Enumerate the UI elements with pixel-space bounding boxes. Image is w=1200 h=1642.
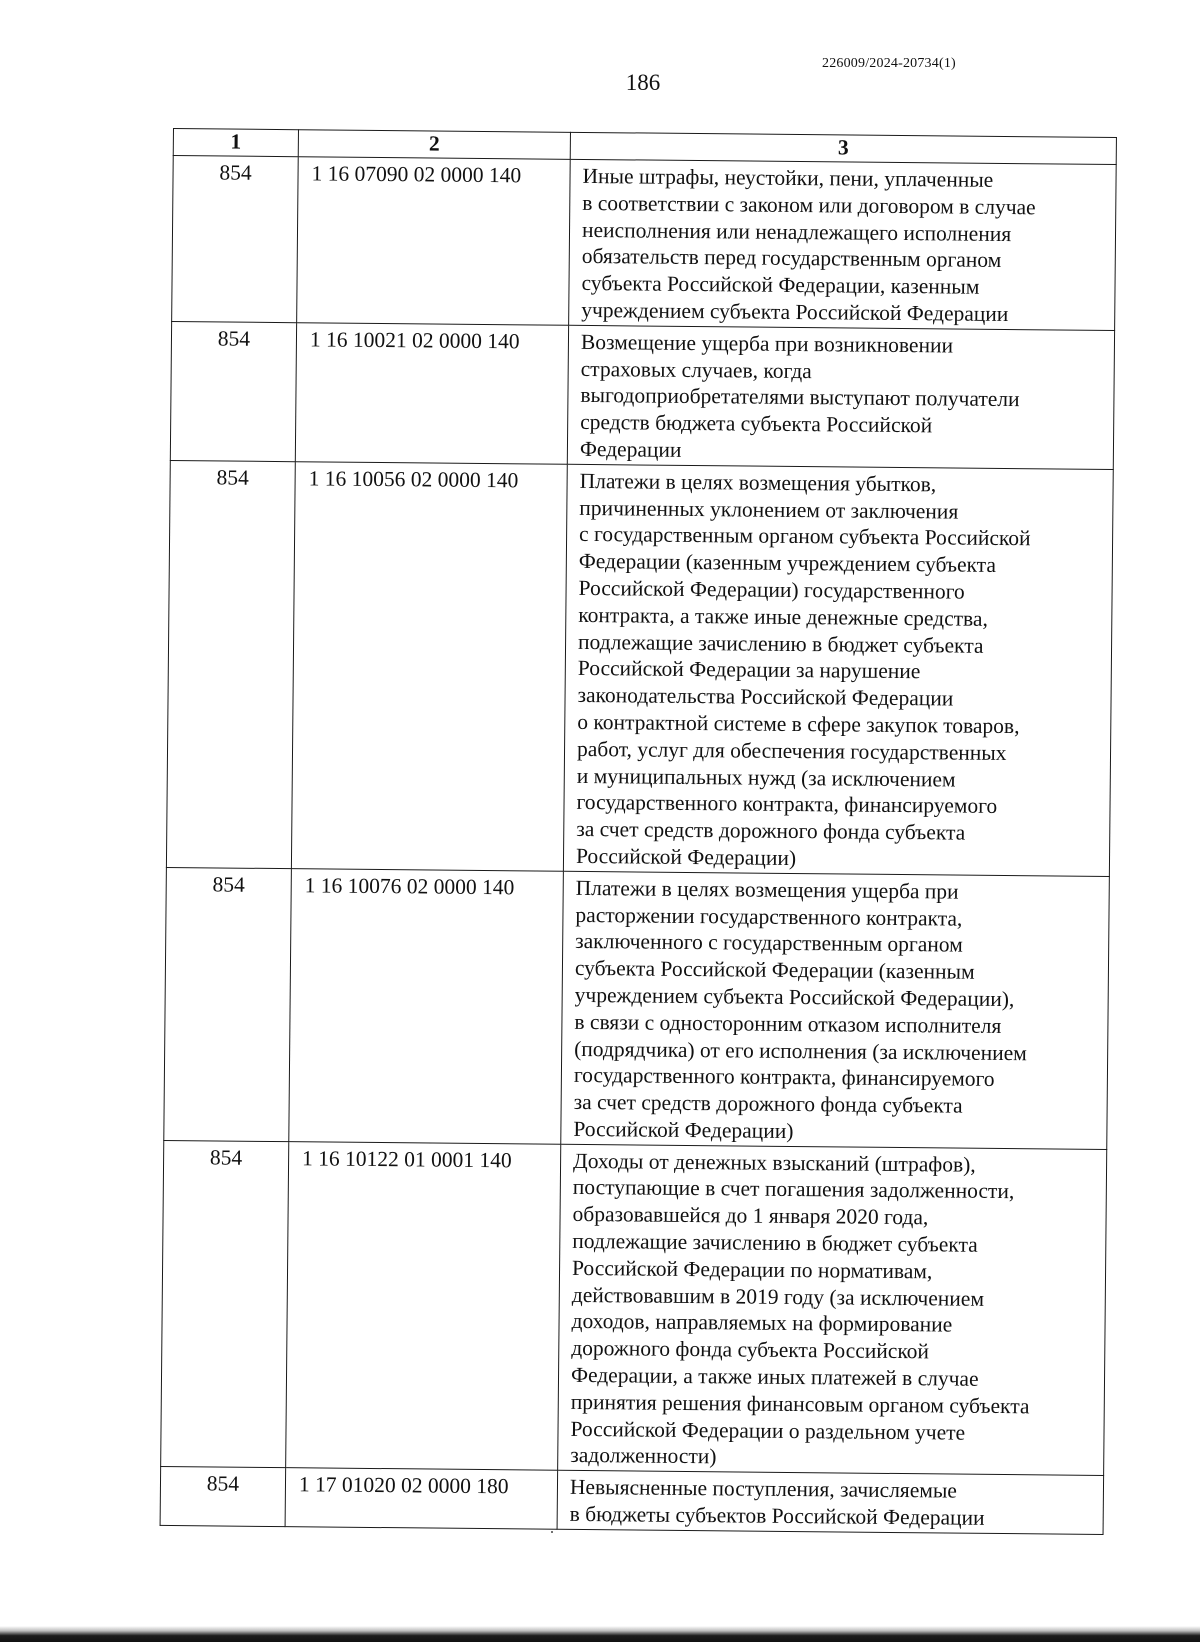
column-header-1: 1 (173, 129, 298, 157)
description-cell (558, 1144, 1107, 1476)
description-line: за счет средств дорожного фонда субъекта (576, 817, 966, 845)
description-line: учреждением субъекта Российской Федерации (581, 297, 1009, 327)
table-row (166, 460, 1113, 876)
description-line: доходов, направляемых на формирование (571, 1309, 953, 1338)
budget-code-cell: 1 16 10122 01 0001 140 (286, 1141, 561, 1470)
description-line: работ, услуг для обеспечения государственных (576, 736, 1007, 765)
description-line: учреждением субъекта Российской Федерации), (574, 982, 1015, 1012)
admin-code-cell: 854 (170, 321, 296, 461)
description-cell (561, 871, 1110, 1149)
description-line: в связи с односторонним отказом исполнителя (574, 1009, 1002, 1038)
description-line: Российской Федерации по нормативам, (571, 1255, 933, 1284)
description-line: Федерации (579, 436, 682, 462)
description-line: расторжении государственного контракта, (575, 902, 963, 931)
description-line: Российской Федерации за нарушение (577, 656, 921, 684)
table-row (160, 1467, 1104, 1535)
column-header-3: 3 (570, 132, 1116, 164)
description-line: с государственным органом субъекта Российской (579, 522, 1031, 551)
page-number: 186 (625, 70, 661, 95)
description-line: Российской Федерации) (573, 1116, 794, 1143)
description-line: Доходы от денежных взысканий (штрафов), (572, 1148, 976, 1177)
description-line: субъекта Российской Федерации, казенным (581, 271, 980, 299)
admin-code-cell: 854 (166, 460, 295, 868)
description-line: образовавшейся до 1 января 2020 года, (572, 1202, 929, 1230)
budget-code-cell: 1 16 07090 02 0000 140 (297, 157, 571, 325)
description-line: средств бюджета субъекта Российской (580, 410, 933, 438)
description-cell (563, 464, 1113, 876)
description-line: Платежи в целях возмещения ущерба при (575, 875, 959, 904)
admin-code-cell: 854 (161, 1140, 289, 1468)
description-cell (557, 1471, 1104, 1535)
description-line: подлежащие зачислению в бюджет субъекта (572, 1228, 978, 1257)
description-line: Федерации, а также иных платежей в случае (570, 1362, 979, 1391)
description-line: Российской Федерации) государственного (578, 575, 965, 604)
scan-speck (551, 1531, 553, 1533)
budget-code-cell: 1 16 10021 02 0000 140 (295, 322, 568, 464)
description-line: неисполнения или ненадлежащего исполнения (581, 217, 1012, 246)
description-line: Возмещение ущерба при возникновении (580, 329, 954, 358)
description-line: Российской Федерации) (575, 843, 797, 870)
description-line: субъекта Российской Федерации (казенным (574, 956, 975, 984)
description-cell (567, 325, 1114, 469)
admin-code-cell: 854 (160, 1467, 286, 1527)
scan-bottom-edge (0, 1626, 1200, 1642)
description-line: в бюджеты субъектов Российской Федерации (569, 1501, 985, 1530)
description-line: выгодоприобретателями выступают получатели (580, 383, 1020, 412)
description-line: подлежащие зачислению в бюджет субъекта (577, 629, 984, 658)
description-line: Федерации (казенным учреждением субъекта (578, 549, 997, 578)
budget-code-cell: 1 16 10056 02 0000 140 (291, 461, 567, 871)
budget-code-cell: 1 17 01020 02 0000 180 (285, 1468, 558, 1529)
description-line: действовавшим в 2019 году (за исключением (571, 1282, 985, 1311)
description-line: дорожного фонда субъекта Российской (571, 1336, 930, 1364)
budget-code-cell: 1 16 10076 02 0000 140 (289, 868, 564, 1144)
description-cell (569, 159, 1117, 330)
description-line: в соответствии с законом или договором в случае (582, 190, 1036, 220)
table-row (172, 156, 1117, 331)
budget-codes-table (160, 128, 1117, 1535)
description-line: государственного контракта, финансируемого (573, 1063, 995, 1092)
description-line: Иные штрафы, неустойки, пени, уплаченные (582, 163, 994, 192)
description-line: причиненных уклонением от заключения (579, 495, 959, 524)
admin-code-cell: 854 (172, 156, 299, 323)
document-registration-number: 226009/2024-20734(1) (822, 56, 956, 71)
description-line: за счет средств дорожного фонда субъекта (573, 1089, 963, 1118)
table-row (164, 867, 1110, 1149)
description-line: (подрядчика) от его исполнения (за исключением (574, 1036, 1027, 1065)
description-line: Невыясненные поступления, зачисляемые (569, 1475, 958, 1503)
description-line: страховых случаев, когда (580, 356, 812, 383)
description-line: законодательства Российской Федерации (577, 683, 954, 711)
description-line: государственного контракта, финансируемого (576, 790, 998, 819)
description-line: обязательств перед государственным органом (581, 244, 1002, 273)
description-line: заключенного с государственным органом (575, 929, 963, 957)
table-body (160, 156, 1116, 1535)
description-line: Платежи в целях возмещения убытков, (579, 468, 937, 497)
description-line: о контрактной системе в сфере закупок товаров, (577, 709, 1020, 739)
description-line: контракта, а также иные денежные средства, (578, 602, 989, 631)
table-row (161, 1140, 1107, 1476)
column-header-2: 2 (298, 130, 570, 160)
description-line: и муниципальных нужд (за исключением (576, 763, 956, 792)
description-line: Российской Федерации о раздельном учете (570, 1416, 966, 1445)
description-line: поступающие в счет погашения задолженности, (572, 1175, 1015, 1204)
description-line: принятия решения финансовым органом субъекта (570, 1389, 1030, 1419)
description-line: задолженности) (570, 1443, 717, 1469)
admin-code-cell: 854 (164, 867, 292, 1141)
table-row (170, 321, 1114, 469)
